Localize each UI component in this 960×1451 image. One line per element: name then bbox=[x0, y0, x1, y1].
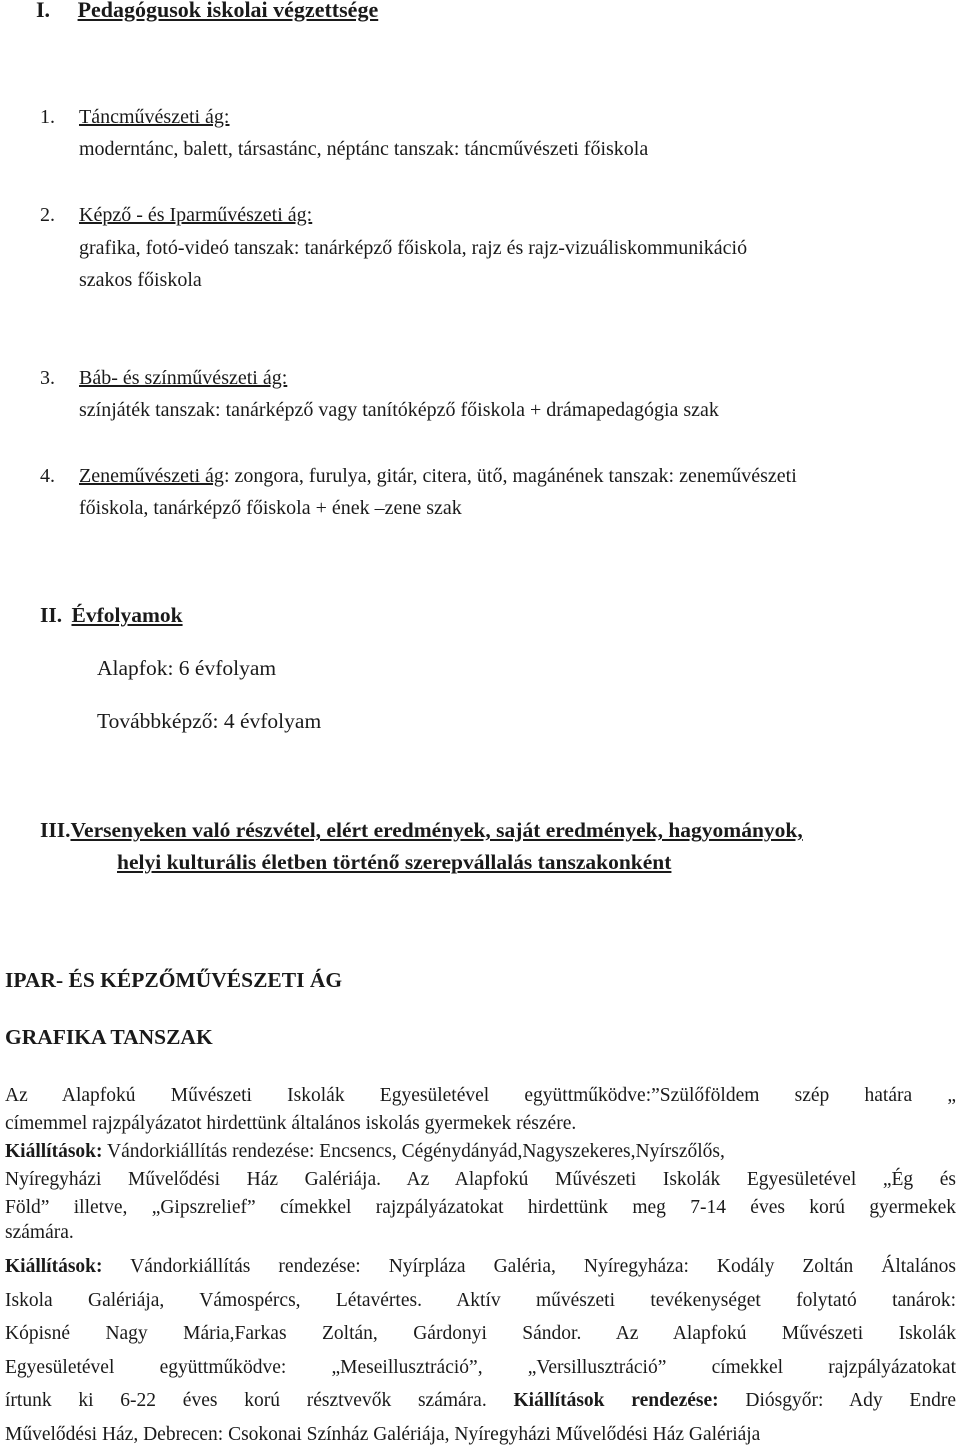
item-4-first-line bbox=[79, 465, 797, 488]
p1-line-2: címemmel rajzpályázatot hirdettünk általános iskolás gyermekek részére. bbox=[5, 1110, 956, 1138]
section-1-number: I. bbox=[36, 0, 50, 22]
p2-line-2: Nyíregyházi Művelődési Ház Galériája. Az Alapfokú Művészeti Iskolák Egyesületével „Ég és bbox=[5, 1166, 956, 1194]
item-1-number: 1. bbox=[40, 106, 55, 129]
section-2-title: Évfolyamok bbox=[71, 603, 182, 627]
p2-line-1 bbox=[5, 1138, 956, 1166]
item-2-line-1: grafika, fotó-videó tanszak: tanárképző főiskola, rajz és rajz-vizuáliskommunikáció bbox=[79, 237, 747, 260]
p3-line-5 bbox=[5, 1384, 956, 1418]
item-4-number: 4. bbox=[40, 465, 55, 488]
p2-line-1-rest: Vándorkiállítás rendezése: Encsencs, Cégénydányád,Nagyszekeres,Nyírszőlős, bbox=[103, 1141, 725, 1162]
alapfok-line: Alapfok: 6 évfolyam bbox=[97, 656, 276, 681]
p1-line-1: Az Alapfokú Művészeti Iskolák Egyesületével együttműködve:”Szülőföldem szép határa „ bbox=[5, 1082, 956, 1110]
p3-line-5-a: írtunk ki 6-22 éves korú résztvevők számára. bbox=[5, 1390, 513, 1411]
section-2-heading bbox=[40, 603, 183, 628]
section-3-title-line-2: helyi kulturális életben történő szerepvállalás tanszakonként bbox=[117, 850, 671, 875]
p3-line-4: Egyesületével együttműködve: „Meseillusztráció”, „Versillusztráció” címekkel rajzpályázatokat bbox=[5, 1351, 956, 1385]
section-3-heading-line-1 bbox=[40, 818, 803, 843]
p3-line-6: Művelődési Ház, Debrecen: Csokonai Színház Galériája, Nyíregyházi Művelődési Ház Galériája bbox=[5, 1418, 956, 1451]
p3-label-kiallitasok: Kiállítások: bbox=[5, 1256, 103, 1277]
paragraph-1 bbox=[5, 1082, 956, 1138]
p2-line-4: számára. bbox=[5, 1222, 956, 1244]
paragraph-2 bbox=[5, 1138, 956, 1244]
tanszak-heading: GRAFIKA TANSZAK bbox=[5, 1025, 213, 1050]
item-2-heading: Képző - és Iparművészeti ág: bbox=[79, 204, 312, 227]
item-3-line: színjáték tanszak: tanárképző vagy tanítóképző főiskola + drámapedagógia szak bbox=[79, 399, 719, 422]
paragraph-3 bbox=[5, 1250, 956, 1451]
item-4-line: főiskola, tanárképző főiskola + ének –zene szak bbox=[79, 497, 462, 520]
tovabbkepzo-line: Továbbképző: 4 évfolyam bbox=[97, 709, 321, 734]
branch-heading: IPAR- ÉS KÉPZŐMŰVÉSZETI ÁG bbox=[5, 968, 342, 993]
p3-line-2: Iskola Galériája, Vámospércs, Létavértes. Aktív művészeti tevékenységet folytató tanárok: bbox=[5, 1284, 956, 1318]
section-3-number: III. bbox=[40, 818, 70, 842]
p3-line-1-rest: Vándorkiállítás rendezése: Nyírpláza Galéria, Nyíregyháza: Kodály Zoltán Általános bbox=[103, 1256, 956, 1277]
item-3-number: 3. bbox=[40, 367, 55, 390]
section-1-heading bbox=[36, 0, 378, 23]
item-1-heading: Táncművészeti ág: bbox=[79, 106, 230, 129]
p2-label-kiallitasok: Kiállítások: bbox=[5, 1141, 103, 1162]
p3-line-3: Kópisné Nagy Mária,Farkas Zoltán, Gárdonyi Sándor. Az Alapfokú Művészeti Iskolák bbox=[5, 1317, 956, 1351]
section-1-title: Pedagógusok iskolai végzettsége bbox=[78, 0, 379, 22]
section-2-number: II. bbox=[40, 603, 62, 627]
item-2-line-2: szakos főiskola bbox=[79, 269, 202, 292]
item-4-heading-rest: : zongora, furulya, gitár, citera, ütő, magánének tanszak: zeneművészeti bbox=[224, 465, 797, 487]
p3-line-1 bbox=[5, 1250, 956, 1284]
item-1-line: moderntánc, balett, társastánc, néptánc tanszak: táncművészeti főiskola bbox=[79, 138, 648, 161]
item-3-heading: Báb- és színművészeti ág: bbox=[79, 367, 287, 390]
p2-line-3: Föld” illetve, „Gipszrelief” címekkel rajzpályázatokat hirdettünk meg 7-14 éves korú gyermekek bbox=[5, 1194, 956, 1222]
item-4-heading: Zeneművészeti ág bbox=[79, 465, 224, 487]
section-3-title-line-1: Versenyeken való részvétel, elért eredmények, saját eredmények, hagyományok, bbox=[70, 818, 802, 842]
p3-line-5-b: Diósgyőr: Ady Endre bbox=[719, 1390, 956, 1411]
p3-label-kiallitasok-rendezese: Kiállítások rendezése: bbox=[513, 1390, 718, 1411]
item-2-number: 2. bbox=[40, 204, 55, 227]
